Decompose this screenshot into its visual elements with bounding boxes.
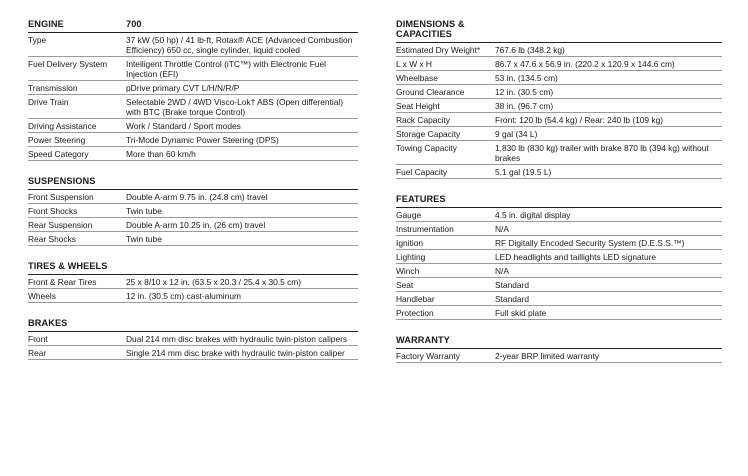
section-header (28, 317, 358, 332)
spec-value: Front: 120 lb (54.4 kg) / Rear: 240 lb (109 kg) (495, 115, 664, 125)
spec-row (396, 222, 722, 236)
spec-value: Standard (495, 280, 529, 290)
spec-label: Fuel Delivery System (28, 59, 108, 69)
spec-value: More than 60 km/h (126, 149, 196, 159)
spec-section-dimensions-capacities (396, 18, 722, 179)
spec-label: Power Steering (28, 135, 86, 145)
spec-row (28, 332, 358, 346)
spec-row (396, 165, 722, 179)
spec-row (396, 57, 722, 71)
spec-value: 12 in. (30.5 cm) (495, 87, 554, 97)
section-title: TIRES & WHEELS (28, 261, 108, 271)
spec-label: Lighting (396, 252, 426, 262)
spec-section-brakes (28, 317, 358, 360)
left-spec-column (28, 18, 358, 374)
spec-row (28, 95, 358, 119)
spec-section-warranty (396, 334, 722, 363)
spec-label: Front & Rear Tires (28, 277, 97, 287)
spec-value: Single 214 mm disc brake with hydraulic twin-piston caliper (126, 348, 345, 358)
spec-value: RF Digitally Encoded Security System (D.E.S.S.™) (495, 238, 685, 248)
spec-row (28, 81, 358, 95)
spec-label: Protection (396, 308, 434, 318)
spec-label: Fuel Capacity (396, 167, 448, 177)
spec-value: Intelligent Throttle Control (iTC™) with Electronic Fuel Injection (EFI) (126, 59, 326, 79)
spec-row (396, 264, 722, 278)
spec-value: N/A (495, 224, 509, 234)
spec-row (28, 57, 358, 81)
spec-value: 2-year BRP limited warranty (495, 351, 600, 361)
right-spec-column (396, 18, 722, 377)
spec-label: Gauge (396, 210, 422, 220)
spec-label: Front Shocks (28, 206, 78, 216)
spec-label: Seat Height (396, 101, 440, 111)
spec-value: 767.6 lb (348.2 kg) (495, 45, 565, 55)
spec-section-features (396, 193, 722, 320)
spec-value: 1,830 lb (830 kg) trailer with brake 870 lb (394 kg) without brakes (495, 143, 709, 163)
spec-value: 53 in. (134.5 cm) (495, 73, 558, 83)
section-title: DIMENSIONS & CAPACITIES (396, 19, 465, 39)
spec-value: Twin tube (126, 206, 162, 216)
spec-section-tires-wheels (28, 260, 358, 303)
spec-label: L x W x H (396, 59, 432, 69)
spec-label: Estimated Dry Weight* (396, 45, 481, 55)
spec-row (396, 71, 722, 85)
spec-row (396, 278, 722, 292)
section-header (28, 260, 358, 275)
spec-label: Ground Clearance (396, 87, 465, 97)
spec-label: Rear Shocks (28, 234, 76, 244)
spec-value: N/A (495, 266, 509, 276)
spec-row (28, 218, 358, 232)
section-header (28, 175, 358, 190)
spec-row (396, 236, 722, 250)
section-title: FEATURES (396, 194, 446, 204)
spec-label: Factory Warranty (396, 351, 460, 361)
spec-value: pDrive primary CVT L/H/N/R/P (126, 83, 240, 93)
spec-row (28, 289, 358, 303)
spec-row (396, 306, 722, 320)
spec-label: Transmission (28, 83, 78, 93)
spec-row (28, 232, 358, 246)
spec-row (28, 119, 358, 133)
spec-section-suspensions (28, 175, 358, 246)
spec-row (28, 346, 358, 360)
spec-label: Winch (396, 266, 420, 276)
spec-value: Tri-Mode Dynamic Power Steering (DPS) (126, 135, 279, 145)
spec-value: 25 x 8/10 x 12 in. (63.5 x 20.3 / 25.4 x 30.5 cm) (126, 277, 302, 287)
spec-label: Speed Category (28, 149, 89, 159)
spec-value: Dual 214 mm disc brakes with hydraulic twin-piston calipers (126, 334, 348, 344)
spec-value: LED headlights and taillights LED signature (495, 252, 657, 262)
spec-label: Handlebar (396, 294, 435, 304)
section-title: SUSPENSIONS (28, 176, 96, 186)
spec-row (396, 113, 722, 127)
spec-value: 38 in. (96.7 cm) (495, 101, 554, 111)
spec-row (28, 190, 358, 204)
spec-row (396, 292, 722, 306)
spec-label: Type (28, 35, 47, 45)
spec-label: Rack Capacity (396, 115, 450, 125)
spec-row (28, 147, 358, 161)
spec-value: 12 in. (30.5 cm) cast-aluminum (126, 291, 241, 301)
spec-value: 37 kW (50 hp) / 41 lb-ft, Rotax® ACE (Advanced Combustion Efficiency) 650 cc, single cylinder, liquid cooled (126, 35, 353, 55)
section-header (28, 18, 358, 33)
spec-label: Wheelbase (396, 73, 438, 83)
section-title: WARRANTY (396, 335, 450, 345)
spec-value: Double A-arm 10.25 in. (26 cm) travel (126, 220, 266, 230)
spec-label: Driving Assistance (28, 121, 97, 131)
section-header (396, 18, 722, 43)
section-header (396, 193, 722, 208)
spec-row (396, 208, 722, 222)
spec-row (396, 43, 722, 57)
section-title: ENGINE (28, 19, 64, 29)
spec-label: Wheels (28, 291, 56, 301)
spec-row (396, 349, 722, 363)
spec-label: Instrumentation (396, 224, 454, 234)
spec-row (28, 133, 358, 147)
spec-value: 5.1 gal (19.5 L) (495, 167, 552, 177)
spec-label: Seat (396, 280, 414, 290)
spec-label: Front Suspension (28, 192, 94, 202)
spec-value: Full skid plate (495, 308, 547, 318)
spec-row (396, 99, 722, 113)
spec-value: 4.5 in. digital display (495, 210, 571, 220)
section-title-value: 700 (126, 19, 142, 29)
spec-value: Double A-arm 9.75 in. (24.8 cm) travel (126, 192, 268, 202)
spec-row (28, 275, 358, 289)
spec-row (396, 85, 722, 99)
spec-value: Work / Standard / Sport modes (126, 121, 241, 131)
section-header (396, 334, 722, 349)
spec-label: Drive Train (28, 97, 69, 107)
spec-label: Rear (28, 348, 47, 358)
spec-row (28, 204, 358, 218)
spec-value: 86.7 x 47.6 x 56.9 in. (220.2 x 120.9 x 144.6 cm) (495, 59, 675, 69)
spec-label: Front (28, 334, 48, 344)
spec-label: Rear Suspension (28, 220, 93, 230)
spec-value: Standard (495, 294, 529, 304)
spec-value: Twin tube (126, 234, 162, 244)
spec-row (396, 141, 722, 165)
spec-label: Towing Capacity (396, 143, 457, 153)
spec-row (396, 250, 722, 264)
spec-section-engine (28, 18, 358, 161)
spec-value: 9 gal (34 L) (495, 129, 538, 139)
spec-value: Selectable 2WD / 4WD Visco-Lok† ABS (Open differential) with BTC (Brake torque Control) (126, 97, 344, 117)
spec-label: Ignition (396, 238, 424, 248)
section-title: BRAKES (28, 318, 68, 328)
spec-row (396, 127, 722, 141)
spec-row (28, 33, 358, 57)
spec-label: Storage Capacity (396, 129, 461, 139)
